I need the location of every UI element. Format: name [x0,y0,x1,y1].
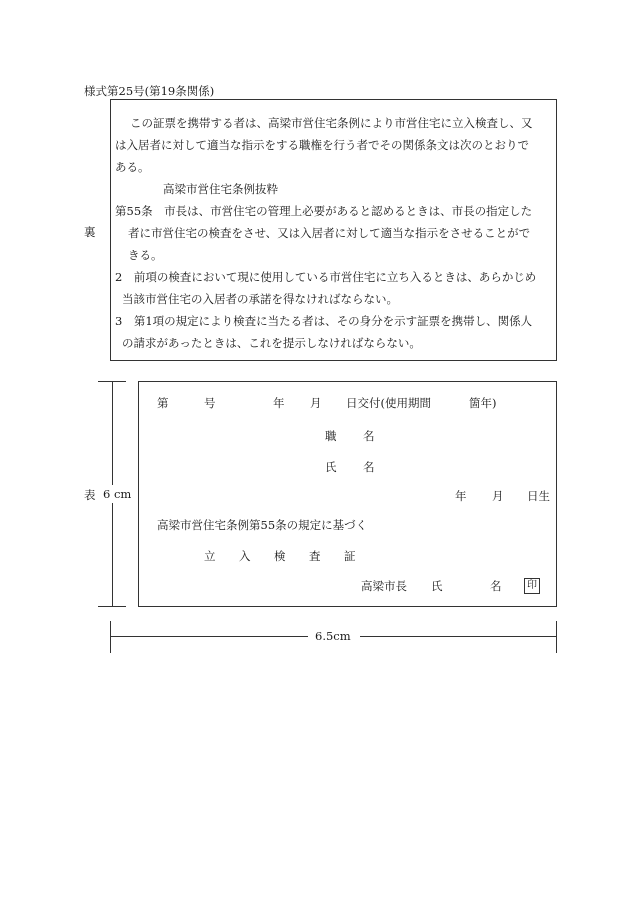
ordinance-basis: 高梁市営住宅条例第55条の規定に基づく [157,518,368,532]
birth-month: 月 [492,489,504,503]
birth-day: 日生 [527,489,550,503]
seal-mark: 印 [524,578,540,594]
paragraph-3-line-2: の請求があったときは、これを提示しなければならない。 [122,336,421,350]
height-label: 6 cm [103,487,132,501]
form-label: 様式第25号(第19条関係) [84,84,215,98]
paragraph-2-line-1: 2 前項の検査において現に使用している市営住宅に立ち入るときは、あらかじめ [115,270,537,284]
issue-month: 月 [310,396,322,410]
width-left-tick [110,621,111,653]
issue-year: 年 [273,396,285,410]
title-shoku: 職 [325,429,337,443]
cert-char-3: 検 [274,549,286,563]
height-bottom-tick [98,606,126,607]
article-55-line-3: きる。 [128,248,163,262]
back-side-label: 裏 [84,225,96,239]
cert-char-1: 立 [204,549,216,563]
excerpt-heading: 高梁市営住宅条例抜粋 [163,182,278,196]
width-right-tick [556,621,557,653]
birth-year: 年 [455,489,467,503]
cert-char-2: 入 [239,549,251,563]
height-line-lower [112,503,113,606]
paragraph-2-line-2: 当該市営住宅の入居者の承諾を得なければならない。 [122,292,398,306]
article-55-line-2: 者に市営住宅の検査をさせ、又は入居者に対して適当な指示をさせることがで [128,226,531,240]
front-side-label: 表 [84,488,96,502]
mayor-title: 高梁市長 [361,579,407,593]
cert-char-5: 証 [344,549,356,563]
name-shi: 氏 [325,460,337,474]
width-line-left [110,636,308,637]
article-55-line-1: 第55条 市長は、市営住宅の管理上必要があると認めるときは、市長の指定した [115,204,533,218]
number-go: 号 [204,396,216,410]
intro-line-3: ある。 [115,160,150,174]
period-years: 箇年) [469,396,497,410]
intro-line-1: この証票を携帯する者は、高梁市営住宅条例により市営住宅に立入検査し、又 [130,116,533,130]
issue-day-period: 日交付(使用期間 [346,396,431,410]
width-line-right [360,636,556,637]
paragraph-3-line-1: 3 第1項の規定により検査に当たる者は、その身分を示す証票を携帯し、関係人 [115,314,533,328]
width-label: 6.5cm [315,629,351,643]
mayor-mei: 名 [490,579,502,593]
title-mei: 名 [363,429,375,443]
cert-char-4: 査 [309,549,321,563]
number-dai: 第 [157,396,169,410]
name-mei: 名 [363,460,375,474]
mayor-shi: 氏 [431,579,443,593]
intro-line-2: は入居者に対して適当な指示をする職権を行う者でその関係条文は次のとおりで [115,138,529,152]
height-line-upper [112,381,113,485]
